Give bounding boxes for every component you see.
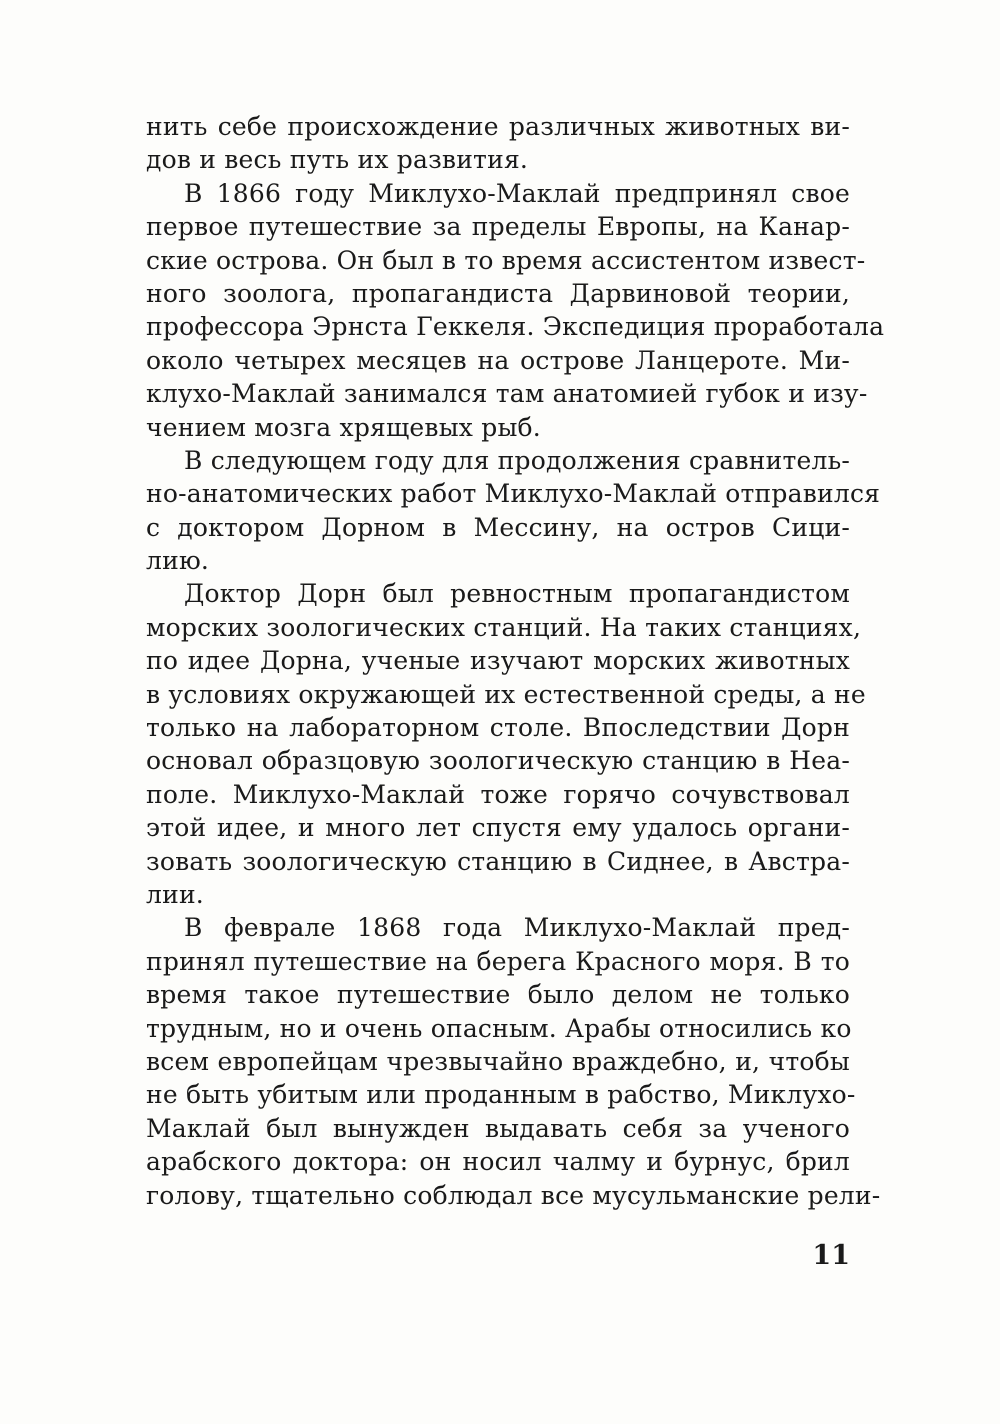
text-line: этой идее, и много лет спустя ему удалось органи- — [146, 813, 850, 843]
text-line: в условиях окружающей их естественной среды, а не — [146, 679, 866, 709]
text-line: основал образцовую зоологическую станцию в Неа- — [146, 746, 850, 776]
page-number: 11 — [812, 1240, 850, 1271]
text-line: дов и весь путь их развития. — [146, 145, 529, 175]
text-line: В следующем году для продолжения сравнитель- — [184, 445, 851, 475]
text-line: не быть убитым или проданным в рабство, Миклухо- — [146, 1080, 856, 1110]
text-line: В феврале 1868 года Миклухо-Маклай пред- — [184, 913, 850, 943]
text-line: с доктором Дорном в Мессину, на остров Сици- — [146, 512, 850, 542]
text-line: трудным, но и очень опасным. Арабы относились ко — [146, 1013, 852, 1043]
text-line: только на лабораторном столе. Впоследствии Дорн — [146, 713, 850, 743]
text-line: первое путешествие за пределы Европы, на Канар- — [146, 212, 850, 242]
text-line: принял путешествие на берега Красного моря. В то — [146, 946, 850, 976]
text-line: Маклай был вынужден выдавать себя за ученого — [146, 1113, 850, 1143]
text-line: голову, тщательно соблюдал все мусульманские рели- — [146, 1180, 881, 1210]
text-line: В 1866 году Миклухо-Маклай предпринял свое — [184, 178, 850, 208]
text-line: зовать зоологическую станцию в Сиднее, в Австра- — [146, 846, 850, 876]
text-line: морских зоологических станций. На таких станциях, — [146, 612, 862, 642]
text-line: лии. — [146, 879, 204, 909]
text-line: клухо-Маклай занимался там анатомией губок и изу- — [146, 379, 868, 409]
text-line: арабского доктора: он носил чалму и бурнус, брил — [146, 1147, 850, 1177]
text-line: около четырех месяцев на острове Ланцероте. Ми- — [146, 345, 850, 375]
text-line: лию. — [146, 546, 210, 576]
text-line: профессора Эрнста Геккеля. Экспедиция проработала — [146, 312, 885, 342]
text-line: ские острова. Он был в то время ассистентом извест- — [146, 245, 866, 275]
text-line: нить себе происхождение различных животных ви- — [146, 112, 850, 141]
text-line: ного зоолога, пропагандиста Дарвиновой теории, — [146, 278, 850, 308]
text-line: время такое путешествие было делом не только — [146, 980, 850, 1010]
text-line: по идее Дорна, ученые изучают морских животных — [146, 646, 850, 676]
text-line: Доктор Дорн был ревностным пропагандистом — [184, 579, 850, 609]
text-line: но-анатомических работ Миклухо-Маклай отправился — [146, 479, 881, 509]
text-line: поле. Миклухо-Маклай тоже горячо сочувствовал — [146, 779, 850, 809]
text-line: чением мозга хрящевых рыб. — [146, 412, 541, 442]
text-line: всем европейцам чрезвычайно враждебно, и, чтобы — [146, 1046, 850, 1076]
body-text — [146, 110, 885, 1212]
